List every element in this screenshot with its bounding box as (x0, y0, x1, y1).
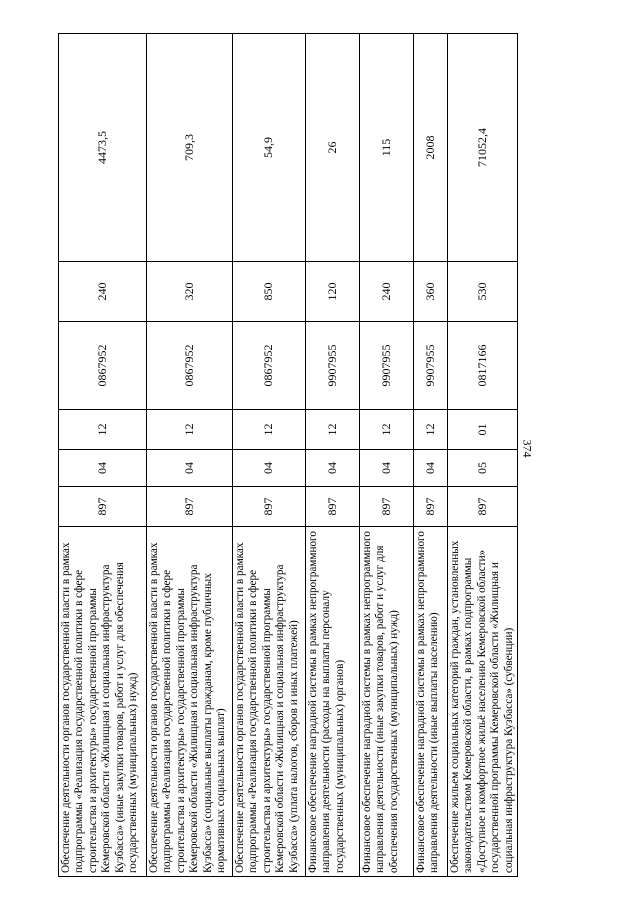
expense-name: Финансовое обеспечение наградной системы в рамках непрограммного направления деятельности (иные выплаты населению) (414, 527, 448, 877)
subsection-code: 12 (233, 410, 306, 450)
expense-type: 240 (360, 262, 414, 322)
ministry-code: 897 (414, 487, 448, 527)
table-row (306, 34, 360, 877)
amount: 26 (306, 34, 360, 262)
table-row (448, 34, 518, 877)
section-code: 04 (360, 450, 414, 487)
table-row (147, 34, 233, 877)
subsection-code: 12 (360, 410, 414, 450)
section-code: 04 (59, 450, 147, 487)
section-code: 04 (233, 450, 306, 487)
amount: 709,3 (147, 34, 233, 262)
table-row (59, 34, 147, 877)
expense-name: Обеспечение деятельности органов государственной власти в рамках подпрограммы «Реализация государственной политики в сфере строительства и архитектуры» государственной программы Кемеровской области «Жилищная и социальная инфраструктура Кузбасса» (социальные выплаты гражданам, кроме публичных нормативных социальных выплат) (147, 527, 233, 877)
subsection-code: 12 (414, 410, 448, 450)
budget-table (58, 33, 518, 877)
target-article: 0817166 (448, 322, 518, 410)
ministry-code: 897 (233, 487, 306, 527)
page-number: 374 (520, 439, 535, 458)
amount: 71052,4 (448, 34, 518, 262)
expense-name: Обеспечение жильем социальных категорий граждан, установленных законодательством Кемеровской области, в рамках подпрограммы «Доступное и комфортное жильё населению Кемеровской области» государственной программы Кемеровской области «Жилищная и социальная инфраструктура Кузбасса» (субвенции) (448, 527, 518, 877)
expense-type: 360 (414, 262, 448, 322)
subsection-code: 01 (448, 410, 518, 450)
amount: 54,9 (233, 34, 306, 262)
table-row (414, 34, 448, 877)
subsection-code: 12 (147, 410, 233, 450)
subsection-code: 12 (59, 410, 147, 450)
target-article: 9907955 (414, 322, 448, 410)
ministry-code: 897 (360, 487, 414, 527)
expense-name: Обеспечение деятельности органов государственной власти в рамках подпрограммы «Реализация государственной политики в сфере строительства и архитектуры» государственной программы Кемеровской области «Жилищная и социальная инфраструктура Кузбасса» (уплата налогов, сборов и иных платежей) (233, 527, 306, 877)
table-row (360, 34, 414, 877)
amount: 4473,5 (59, 34, 147, 262)
table-row (233, 34, 306, 877)
ministry-code: 897 (59, 487, 147, 527)
rotated-table-wrapper (58, 34, 515, 877)
expense-name: Финансовое обеспечение наградной системы в рамках непрограммного направления деятельности (расходы на выплаты персоналу государственных (муниципальных) органов) (306, 527, 360, 877)
expense-type: 850 (233, 262, 306, 322)
section-code: 04 (414, 450, 448, 487)
amount: 115 (360, 34, 414, 262)
expense-type: 120 (306, 262, 360, 322)
section-code: 04 (306, 450, 360, 487)
ministry-code: 897 (147, 487, 233, 527)
amount: 2008 (414, 34, 448, 262)
target-article: 9907955 (360, 322, 414, 410)
expense-name: Обеспечение деятельности органов государственной власти в рамках подпрограммы «Реализация государственной политики в сфере строительства и архитектуры» государственной программы Кемеровской области «Жилищная и социальная инфраструктура Кузбасса» (иные закупки товаров, работ и услуг для обеспечения государственных (муниципальных) нужд) (59, 527, 147, 877)
target-article: 0867952 (233, 322, 306, 410)
expense-name: Финансовое обеспечение наградной системы в рамках непрограммного направления деятельности (иные закупки товаров, работ и услуг для обеспечения государственных (муниципальных) нужд) (360, 527, 414, 877)
target-article: 0867952 (59, 322, 147, 410)
expense-type: 530 (448, 262, 518, 322)
ministry-code: 897 (448, 487, 518, 527)
ministry-code: 897 (306, 487, 360, 527)
section-code: 04 (147, 450, 233, 487)
expense-type: 320 (147, 262, 233, 322)
section-code: 05 (448, 450, 518, 487)
subsection-code: 12 (306, 410, 360, 450)
target-article: 9907955 (306, 322, 360, 410)
target-article: 0867952 (147, 322, 233, 410)
expense-type: 240 (59, 262, 147, 322)
